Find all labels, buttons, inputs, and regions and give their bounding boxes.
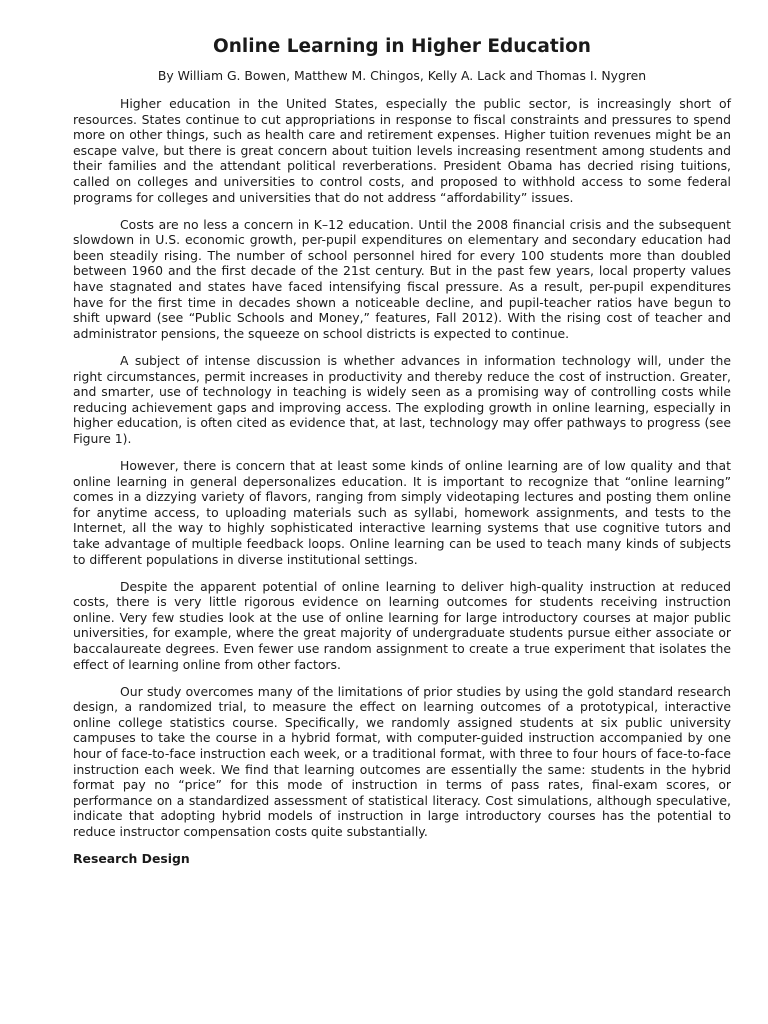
body-paragraph: A subject of intense discussion is whether advances in information technology will, under the right circumstances, permit increases in productivity and thereby reduce the cost of instruction. Greater, and smarter, use of technology in teaching is widely seen as a promising way of controlling costs while reducing achievement gaps and improving access. The exploding growth in online learning, especially in higher education, is often cited as evidence that, at last, technology may offer pathways to progress (see Figure 1).	[73, 352, 731, 446]
body-paragraph: However, there is concern that at least some kinds of online learning are of low quality and that online learning in general depersonalizes education. It is important to recognize that “online learning” comes in a dizzying variety of flavors, ranging from simply videotaping lectures and posting them online for anytime access, to uploading materials such as syllabi, homework assignments, and tests to the Internet, all the way to highly sophisticated interactive learning systems that use cognitive tutors and take advantage of multiple feedback loops. Online learning can be used to teach many kinds of subjects to different populations in diverse institutional settings.	[73, 457, 731, 567]
body-paragraph: Despite the apparent potential of online learning to deliver high-quality instruction at reduced costs, there is very little rigorous evidence on learning outcomes for students receiving instruction online. Very few studies look at the use of online learning for large introductory courses at major public universities, for example, where the great majority of undergraduate students pursue either associate or baccalaureate degrees. Even fewer use random assignment to create a true experiment that isolates the effect of learning online from other factors.	[73, 578, 731, 672]
section-heading: Research Design	[73, 851, 190, 867]
author-byline: By William G. Bowen, Matthew M. Chingos, Kelly A. Lack and Thomas I. Nygren	[157, 68, 647, 83]
body-paragraph: Our study overcomes many of the limitations of prior studies by using the gold standard research design, a randomized trial, to measure the effect on learning outcomes of a prototypical, interactive online college statistics course. Specifically, we randomly assigned students at six public university campuses to take the course in a hybrid format, with computer-guided instruction accompanied by one hour of face-to-face instruction each week, or a traditional format, with three to four hours of face-to-face instruction each week. We find that learning outcomes are essentially the same: students in the hybrid format pay no “price” for this mode of instruction in terms of pass rates, final-exam scores, or performance on a standardized assessment of statistical literacy. Cost simulations, although speculative, indicate that adopting hybrid models of instruction in large introductory courses has the potential to reduce instructor compensation costs quite substantially.	[73, 683, 731, 840]
body-paragraph: Costs are no less a concern in K–12 education. Until the 2008 financial crisis and the subsequent slowdown in U.S. economic growth, per-pupil expenditures on elementary and secondary education had been steadily rising. The number of school personnel hired for every 100 students more than doubled between 1960 and the first decade of the 21st century. But in the past few years, local property values have stagnated and states have faced intensifying fiscal pressure. As a result, per-pupil expenditures have for the first time in decades shown a noticeable decline, and pupil-teacher ratios have begun to shift upward (see “Public Schools and Money,” features, Fall 2012). With the rising cost of teacher and administrator pensions, the squeeze on school districts is expected to continue.	[73, 216, 731, 341]
document-title: Online Learning in Higher Education	[213, 36, 591, 57]
body-paragraph: Higher education in the United States, especially the public sector, is increasingly short of resources. States continue to cut appropriations in response to fiscal constraints and pressures to spend more on other things, such as health care and retirement expenses. Higher tuition revenues might be an escape valve, but there is great concern about tuition levels increasing resentment among students and their families and the attendant political reverberations. President Obama has decried rising tuitions, called on colleges and universities to control costs, and proposed to withhold access to some federal programs for colleges and universities that do not address “affordability” issues.	[73, 96, 731, 205]
